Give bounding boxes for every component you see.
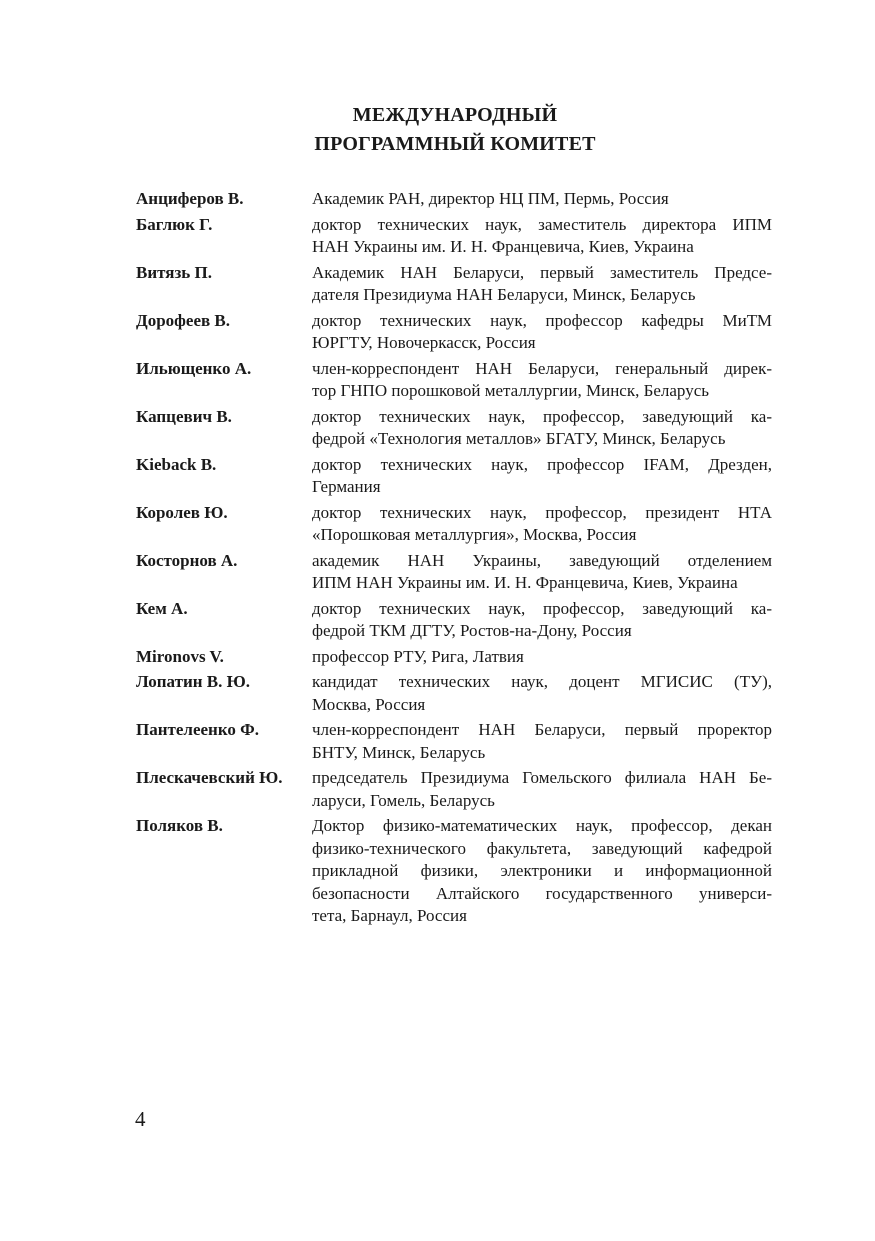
member-description-line: федрой «Технология металлов» БГАТУ, Минск, Беларусь [312,429,726,448]
member-description-line: физико-технического факультета, заведующий кафедрой [312,838,772,858]
member-row [136,406,772,451]
member-description-line: доктор технических наук, профессор IFAM, Дрезден, [312,454,772,474]
member-description-line: доктор технических наук, профессор, заведующий ка- [312,406,772,426]
member-row [136,671,772,716]
member-description-line: Доктор физико-математических наук, профессор, декан [312,816,772,835]
member-name: Анциферов В. [136,189,244,208]
member-description-line: член-корреспондент НАН Беларуси, генеральный дирек- [312,358,772,378]
page-title-line-1: МЕЖДУНАРОДНЫЙ [352,104,558,126]
member-description-line: Москва, Россия [312,694,426,714]
member-description-line: председатель Президиума Гомельского филиала НАН Бе- [312,768,772,787]
member-row [136,262,772,307]
member-description-line: безопасности Алтайского государственного универси- [312,883,772,903]
member-description [312,262,772,307]
member-row [136,188,772,211]
member-description-line: прикладной физики, электроники и информационной [312,861,772,880]
member-description-line: доктор технических наук, профессор, заведующий ка- [312,598,772,618]
member-name: Королев Ю. [136,502,228,522]
page-number: 4 [135,1107,146,1131]
member-description-line: ЮРГТУ, Новочеркасск, Россия [312,333,536,352]
member-description-line: Академик НАН Беларуси, первый заместитель Предсе- [312,262,772,282]
member-row [136,358,772,403]
member-description [312,550,772,595]
member-name: Капцевич В. [136,406,232,426]
member-row [136,550,772,595]
member-row [136,502,772,547]
member-name: Лопатин В. Ю. [136,672,251,691]
member-name: Витязь П. [136,262,213,282]
member-description-line: Академик РАН, директор НЦ ПМ, Пермь, Россия [312,189,669,208]
page-title [0,101,875,159]
member-name: Косторнов А. [136,550,238,570]
member-description [312,406,772,451]
member-description-line: ларуси, Гомель, Беларусь [312,790,495,810]
member-description [312,310,772,355]
member-description-line: ИПМ НАН Украины им. И. Н. Францевича, Киев, Украина [312,573,738,592]
member-name: Kieback B. [136,454,217,474]
member-row [136,767,772,812]
member-description-line: «Порошковая металлургия», Москва, Россия [312,525,637,544]
member-row [136,214,772,259]
member-name: Пантелеенко Ф. [136,720,260,739]
committee-members-list [136,188,772,931]
member-row [136,646,772,669]
member-name: Ильющенко А. [136,358,252,378]
member-description [312,502,772,547]
member-description [312,671,772,716]
member-description [312,719,772,764]
member-name: Плескачевский Ю. [136,768,283,787]
member-row [136,719,772,764]
member-description [312,815,772,928]
member-description [312,646,772,669]
member-description-line: доктор технических наук, заместитель директора ИПМ [312,214,772,234]
member-description-line: академик НАН Украины, заведующий отделением [312,550,772,570]
member-description-line: доктор технических наук, профессор, президент НТА [312,502,772,522]
member-name: Кем А. [136,598,188,618]
member-description-line: доктор технических наук, профессор кафедры МиТМ [312,310,772,330]
member-row [136,815,772,928]
member-name: Дорофеев В. [136,310,231,330]
member-description [312,188,772,211]
member-description [312,598,772,643]
member-description-line: Германия [312,477,381,496]
member-description [312,214,772,259]
member-description-line: профессор РТУ, Рига, Латвия [312,646,524,666]
member-description-line: НАН Украины им. И. Н. Францевича, Киев, Украина [312,237,694,256]
member-description-line: БНТУ, Минск, Беларусь [312,742,486,762]
member-description [312,358,772,403]
member-row [136,454,772,499]
member-description-line: кандидат технических наук, доцент МГИСИС (ТУ), [312,672,772,691]
member-name: Поляков В. [136,816,223,835]
member-description-line: федрой ТКМ ДГТУ, Ростов-на-Дону, Россия [312,621,632,640]
member-description-line: тета, Барнаул, Россия [312,906,467,925]
member-name: Баглюк Г. [136,214,213,234]
member-description-line: член-корреспондент НАН Беларуси, первый проректор [312,720,772,739]
member-name: Mironovs V. [136,646,224,666]
member-description [312,767,772,812]
page-title-line-2: ПРОГРАММНЫЙ КОМИТЕТ [314,133,596,155]
member-description [312,454,772,499]
member-row [136,310,772,355]
member-description-line: дателя Президиума НАН Беларуси, Минск, Беларусь [312,285,696,304]
member-description-line: тор ГНПО порошковой металлургии, Минск, Беларусь [312,381,710,400]
member-row [136,598,772,643]
